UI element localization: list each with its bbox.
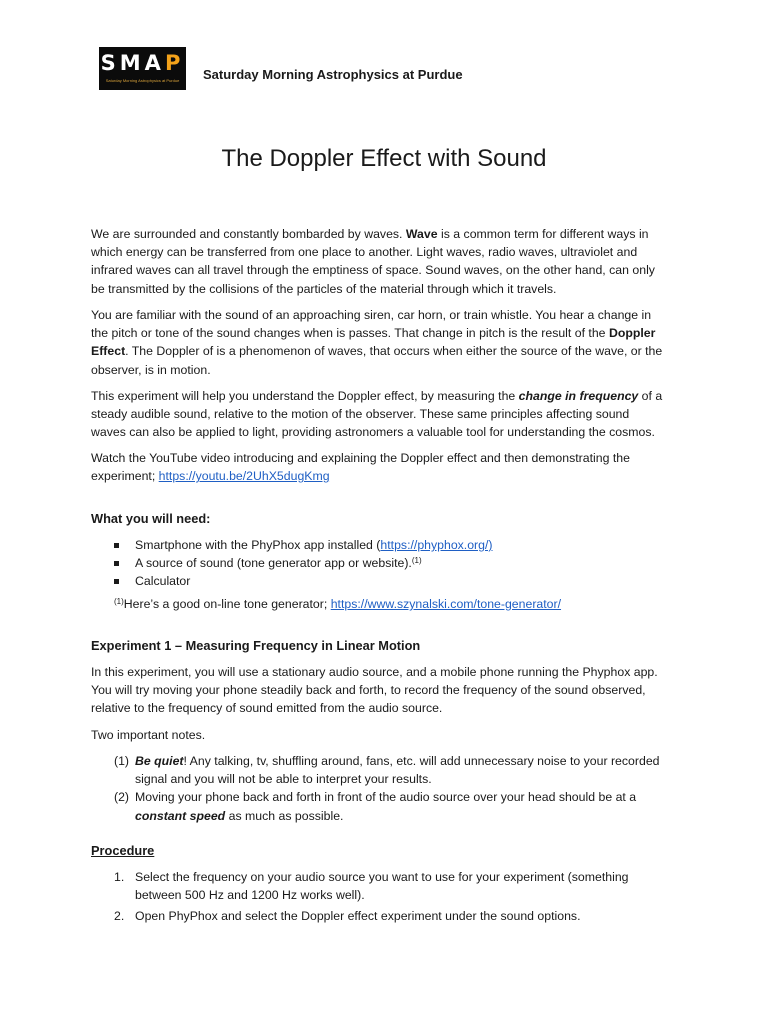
- list-item: [114, 788, 694, 824]
- p2-line4: observer, is in motion.: [91, 362, 211, 377]
- org-name: Saturday Morning Astrophysics at Purdue: [203, 67, 463, 82]
- list-item: [114, 555, 674, 573]
- p2-doppler-bold: Doppler: [608, 326, 656, 341]
- footnote-text: Here’s a good on-line tone generator;: [123, 597, 331, 611]
- bullet-square-icon: [114, 579, 119, 584]
- note2-line1: Moving your phone back and forth in front of the audio source over your head should be at a: [135, 790, 637, 805]
- logo-letter-a: A: [144, 51, 165, 75]
- note1-line2: signal and you will not be able to interpret your results.: [135, 772, 432, 787]
- p1-line4: be transmitted by the collisions of the particles of the material through which it travels.: [91, 281, 557, 296]
- notes-intro: Two important notes.: [91, 728, 206, 742]
- logo-letters: [99, 51, 186, 75]
- exp1-line2: You will try moving your phone steadily back and forth, to record the frequency of the sound observed,: [91, 683, 646, 698]
- p2-line2-a: the pitch or tone of the sound changes when is passes. That change in pitch is the result of the: [91, 326, 609, 341]
- needs-item3-text: Calculator: [135, 573, 191, 588]
- step1-line1: Select the frequency on your audio source you want to use for your experiment (something: [135, 870, 629, 884]
- p1-line1-c: is a common term for different ways in: [437, 227, 649, 241]
- p4-line1: Watch the YouTube video introducing and explaining the Doppler effect and then demonstrating the: [91, 451, 630, 465]
- smap-logo: [99, 47, 186, 90]
- phyphox-link[interactable]: https://phyphox.org/): [380, 538, 493, 552]
- tone-generator-link[interactable]: https://www.szynalski.com/tone-generator/: [330, 597, 562, 611]
- logo-tagline: Saturday Morning Astrophysics at Purdue: [105, 78, 180, 83]
- note-number: (1): [114, 754, 130, 768]
- bullet-square-icon: [114, 561, 119, 566]
- procedure-steps: [114, 868, 694, 926]
- p3-line1-c: of a: [638, 389, 663, 403]
- note1-line1-b: ! Any talking, tv, shuffling around, fans, etc. will add unnecessary noise to your recorded: [183, 754, 660, 768]
- list-item: [114, 537, 674, 555]
- step-number: 2.: [114, 909, 125, 924]
- exp1-line1: In this experiment, you will use a stationary audio source, and a mobile phone running the Phyphox app.: [91, 665, 658, 679]
- p3-change-in-frequency: change in frequency: [518, 389, 639, 403]
- needs-item1-text: Smartphone with the PhyPhox app installed (: [135, 538, 381, 552]
- step1-line2: between 500 Hz and 1200 Hz works well).: [135, 888, 365, 903]
- list-item: [114, 907, 694, 925]
- needs-list: [114, 537, 674, 590]
- needs-heading: What you will need:: [91, 511, 211, 526]
- p2-line1: You are familiar with the sound of an approaching siren, car horn, or train whistle. You hear a change in: [91, 308, 652, 322]
- p3-line1-a: This experiment will help you understand the Doppler effect, by measuring the: [91, 389, 519, 403]
- logo-letter-s: S: [100, 51, 120, 75]
- step2-line1: Open PhyPhox and select the Doppler effect experiment under the sound options.: [135, 909, 581, 924]
- footnote: [114, 595, 561, 613]
- p2-line3-b: . The Doppler of is a phenomenon of waves, that occurs when either the source of the wave, or the: [125, 344, 663, 359]
- p1-line1-a: We are surrounded and constantly bombarded by waves.: [91, 227, 406, 241]
- bullet-square-icon: [114, 543, 119, 548]
- logo-letter-p: P: [164, 51, 185, 75]
- constant-speed-emphasis: constant speed: [135, 808, 226, 823]
- experiment1-heading: Experiment 1 – Measuring Frequency in Linear Motion: [91, 638, 421, 653]
- note-number: (2): [114, 790, 130, 805]
- intro-paragraph-3: [91, 387, 691, 442]
- experiment1-paragraph: [91, 663, 691, 718]
- list-item: [114, 868, 694, 904]
- important-notes-list: [114, 752, 694, 825]
- logo-letter-m: M: [119, 51, 145, 75]
- note2-line2-b: as much as possible.: [225, 808, 344, 823]
- p1-wave-bold: Wave: [405, 227, 438, 241]
- intro-paragraph-4: [91, 449, 691, 485]
- page-title: The Doppler Effect with Sound: [221, 145, 547, 172]
- list-item: [114, 573, 674, 591]
- be-quiet-emphasis: Be quiet: [135, 754, 184, 768]
- exp1-line3: relative to the frequency of sound emitted from the audio source.: [91, 701, 443, 716]
- p1-line3: infrared waves can all travel through the emptiness of space. Sound waves, on the other hand, can only: [91, 263, 655, 278]
- footnote-sup: (1): [114, 597, 124, 606]
- footnote-marker: (1): [411, 555, 422, 565]
- p3-line2: steady audible sound, relative to the motion of the observer. These same principles affecting sound: [91, 407, 630, 422]
- youtube-link[interactable]: https://youtu.be/2UhX5dugKmg: [158, 469, 330, 484]
- list-item: [114, 752, 694, 788]
- intro-paragraph-1: [91, 225, 691, 298]
- needs-item2-text: A source of sound (tone generator app or website).: [135, 555, 412, 570]
- step-number: 1.: [114, 870, 125, 884]
- intro-paragraph-2: [91, 306, 691, 379]
- p4-line2-a: experiment;: [91, 469, 159, 484]
- p3-line3: waves can also be applied to light, providing astronomers a valuable tool for understanding the cosmos.: [91, 425, 655, 440]
- p1-line2: which energy can be transferred from one place to another. Light waves, radio waves, ultraviolet and: [91, 245, 638, 260]
- procedure-heading: Procedure: [91, 843, 155, 858]
- p2-effect-bold: Effect: [91, 344, 126, 359]
